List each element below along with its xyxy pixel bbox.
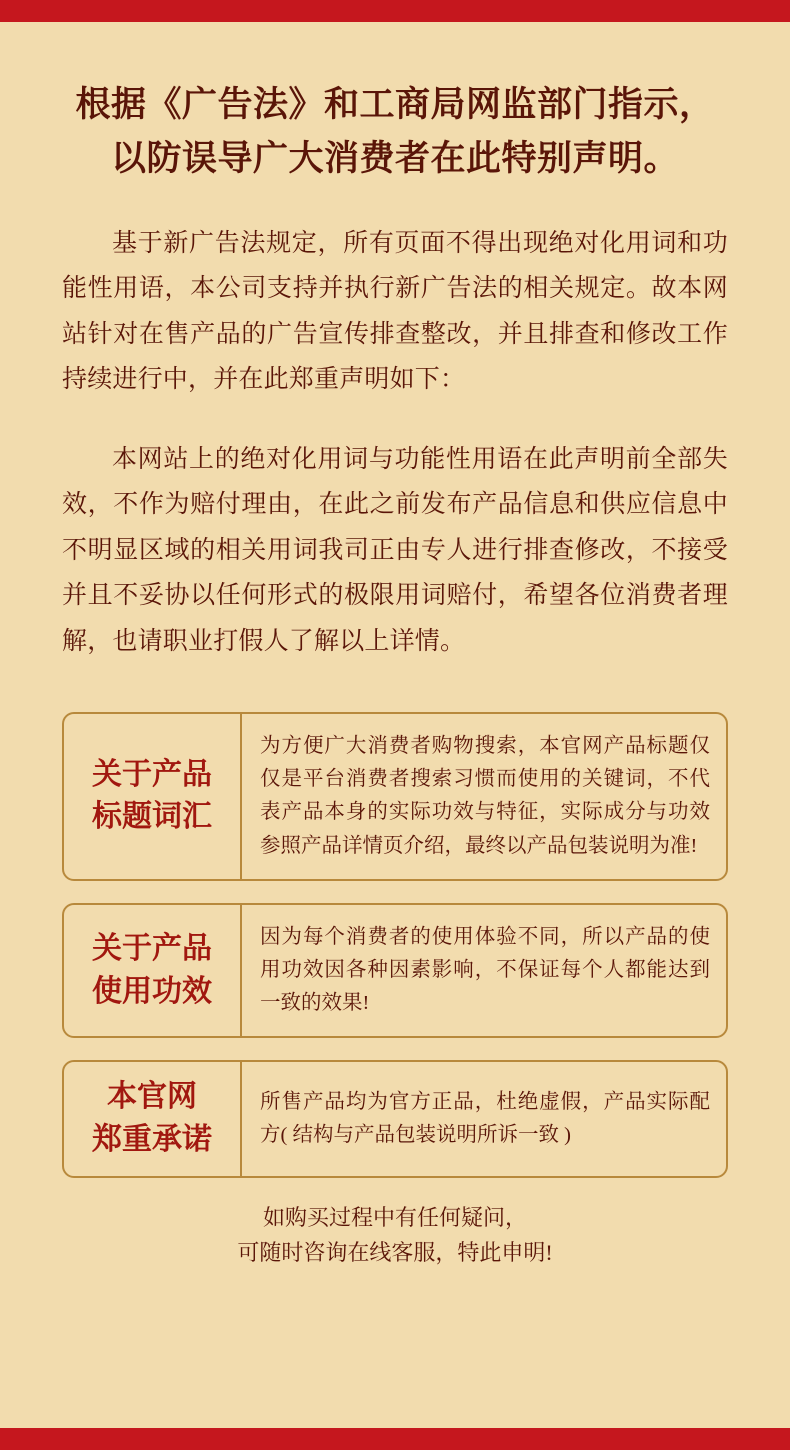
bottom-red-border bbox=[0, 1428, 790, 1450]
statement-paragraph-1: 基于新广告法规定，所有页面不得出现绝对化用词和功能性用语，本公司支持并执行新广告法的相关规定。故本网站针对在售产品的广告宣传排查整改，并且排查和修改工作持续进行中，并在此郑重声明如下： bbox=[62, 229, 728, 393]
card-title-product-title-terms bbox=[64, 714, 242, 879]
card-product-title-terms bbox=[62, 712, 728, 881]
card-title-line-1: 关于产品 bbox=[92, 757, 212, 791]
top-red-border bbox=[0, 0, 790, 22]
footer-note-line-1: 如购买过程中有任何疑问， bbox=[262, 1204, 527, 1230]
card-title-product-efficacy bbox=[64, 905, 242, 1037]
page-title bbox=[62, 22, 728, 187]
statement-card-list bbox=[62, 712, 728, 1178]
card-body-official-promise: 所售产品均为官方正品，杜绝虚假，产品实际配方( 结构与产品包装说明所诉一致 ) bbox=[260, 1090, 710, 1147]
page-title-line-1: 根据《广告法》和工商局网监部门指示， bbox=[75, 85, 715, 124]
page-title-line-2: 以防误导广大消费者在此特别声明。 bbox=[110, 139, 679, 179]
card-official-promise bbox=[62, 1060, 728, 1177]
announcement-panel bbox=[0, 22, 790, 1428]
card-body-product-efficacy: 因为每个消费者的使用体验不同，所以产品的使用功效因各种因素影响，不保证每个人都能达到一致的效果! bbox=[260, 925, 710, 1015]
card-product-efficacy bbox=[62, 903, 728, 1039]
card-title-line-1: 关于产品 bbox=[92, 932, 212, 966]
footer-note bbox=[62, 1200, 728, 1270]
card-title-line-2: 使用功效 bbox=[92, 974, 212, 1008]
card-title-line-2: 郑重承诺 bbox=[92, 1123, 212, 1157]
statement-paragraph-2: 本网站上的绝对化用词与功能性用语在此声明前全部失效，不作为赔付理由，在此之前发布产品信息和供应信息中不明显区域的相关用词我司正由专人进行排查修改，不接受并且不妥协以任何形式的极限用词赔付，希望各位消费者理解，也请职业打假人了解以上详情。 bbox=[62, 445, 728, 655]
footer-note-line-2: 可随时咨询在线客服，特此申明! bbox=[237, 1239, 553, 1265]
card-title-line-2: 标题词汇 bbox=[92, 800, 212, 834]
card-body-product-title-terms: 为方便广大消费者购物搜索，本官网产品标题仅仅是平台消费者搜索习惯而使用的关键词，不代表产品本身的实际功效与特征，实际成分与功效参照产品详情页介绍，最终以产品包装说明为准! bbox=[260, 735, 710, 857]
card-title-official-promise bbox=[64, 1062, 242, 1175]
card-title-line-1: 本官网 bbox=[107, 1080, 197, 1114]
